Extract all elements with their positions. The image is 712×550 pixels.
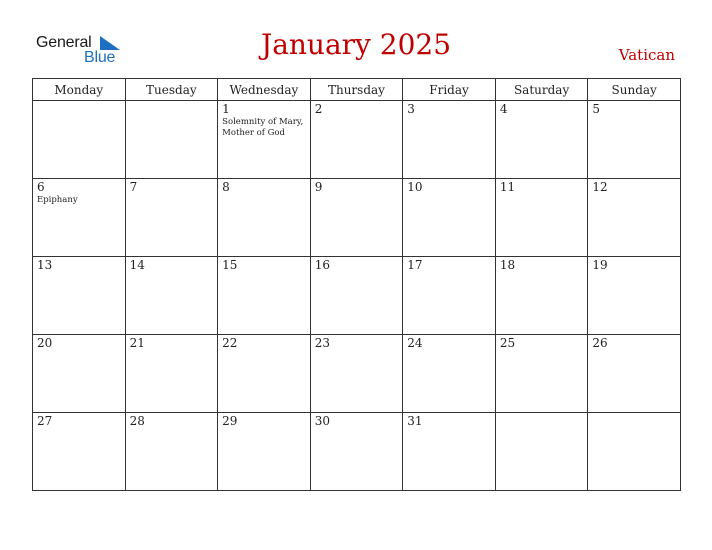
day-number: 31 [407,414,423,428]
holiday-label [588,116,680,117]
holiday-label [311,194,403,195]
week-row [33,179,681,257]
holiday-label [403,428,495,429]
holiday-label [311,116,403,117]
day-number: 8 [222,180,230,194]
day-number: 3 [407,102,415,116]
day-cell [495,257,588,335]
day-number: 22 [222,336,238,350]
calendar-title: January 2025 [260,28,452,61]
holiday-label [311,428,403,429]
holiday-label [126,272,218,273]
holiday-label [33,102,125,103]
day-cell [403,257,496,335]
day-cell [495,179,588,257]
day-number: 4 [499,102,508,116]
holiday-label [403,272,495,273]
day-cell [310,413,403,491]
day-number: 10 [407,180,423,194]
day-number: 21 [129,336,145,350]
day-cell [403,413,496,491]
weekday-header: Thursday [310,79,403,101]
holiday-label [496,350,588,351]
day-number: 20 [37,336,53,350]
logo-text-blue: Blue [84,49,116,66]
holiday-label [588,414,680,415]
day-cell [310,335,403,413]
holiday-label [33,272,125,273]
day-cell [588,257,681,335]
day-number: 26 [592,336,608,350]
weekday-header: Friday [403,79,496,101]
day-cell [218,335,311,413]
day-number: 30 [314,414,330,428]
holiday-label [403,116,495,117]
holiday-label [403,350,495,351]
region-name: Vatican [618,46,675,64]
day-cell [310,179,403,257]
day-number: 18 [499,258,516,272]
day-cell [33,101,126,179]
holiday-label [218,428,310,429]
day-cell [218,179,311,257]
holiday-label [588,350,680,351]
day-cell [33,257,126,335]
day-number: 9 [314,180,323,194]
day-number: 25 [499,336,516,350]
weekday-header: Monday [33,79,126,101]
day-cell [310,257,403,335]
holiday-label [496,194,588,195]
weekday-header-row [33,79,681,101]
day-number: 28 [129,414,145,428]
day-cell [218,257,311,335]
day-number: 2 [314,102,323,116]
day-cell [588,413,681,491]
day-number: 27 [37,414,53,428]
holiday-label [496,414,588,415]
day-cell [403,101,496,179]
day-number: 11 [499,180,516,194]
holiday-label [218,272,310,273]
holiday-label [403,194,495,195]
holiday-label [588,194,680,195]
holiday-label [33,350,125,351]
week-row [33,413,681,491]
holiday-label [496,272,588,273]
day-number: 14 [129,258,145,272]
day-cell [495,335,588,413]
week-row [33,257,681,335]
holiday-label [33,428,125,429]
day-cell [403,335,496,413]
day-number: 1 [222,102,230,116]
weekday-header: Wednesday [218,79,311,101]
holiday-label [126,350,218,351]
day-number: 15 [222,258,238,272]
day-cell [33,335,126,413]
holiday-label [126,428,218,429]
day-number: 16 [314,258,330,272]
weekday-header: Tuesday [125,79,218,101]
day-number: 24 [407,336,423,350]
holiday-label [218,194,310,195]
day-cell [125,335,218,413]
week-row [33,101,681,179]
day-number: 7 [129,180,138,194]
holiday-label [218,350,310,351]
day-cell [125,413,218,491]
day-cell [403,179,496,257]
day-cell [588,335,681,413]
day-cell [588,179,681,257]
week-row [33,335,681,413]
day-cell [218,101,311,179]
day-number: 23 [314,336,330,350]
day-number: 29 [222,414,238,428]
holiday-label [126,102,218,103]
day-number: 6 [37,180,45,194]
day-number: 5 [592,102,601,116]
month-calendar-grid [32,78,681,491]
day-number: 13 [37,258,53,272]
holiday-label [588,272,680,273]
day-cell [218,413,311,491]
day-cell [125,179,218,257]
day-number: 19 [592,258,608,272]
day-cell [588,101,681,179]
holiday-label [311,272,403,273]
day-number: 17 [407,258,423,272]
logo-text-general: General [36,34,92,51]
day-cell [33,413,126,491]
holiday-label [496,116,588,117]
day-cell [495,413,588,491]
holiday-label [311,350,403,351]
holiday-label [126,194,218,195]
day-cell [33,179,126,257]
day-cell [310,101,403,179]
day-cell [125,257,218,335]
day-cell [495,101,588,179]
holiday-label: Epiphany [37,195,78,205]
weekday-header: Saturday [495,79,588,101]
day-number: 12 [592,180,608,194]
day-cell [125,101,218,179]
holiday-label: Solemnity of Mary, Mother of God [222,117,304,138]
weekday-header: Sunday [588,79,681,101]
